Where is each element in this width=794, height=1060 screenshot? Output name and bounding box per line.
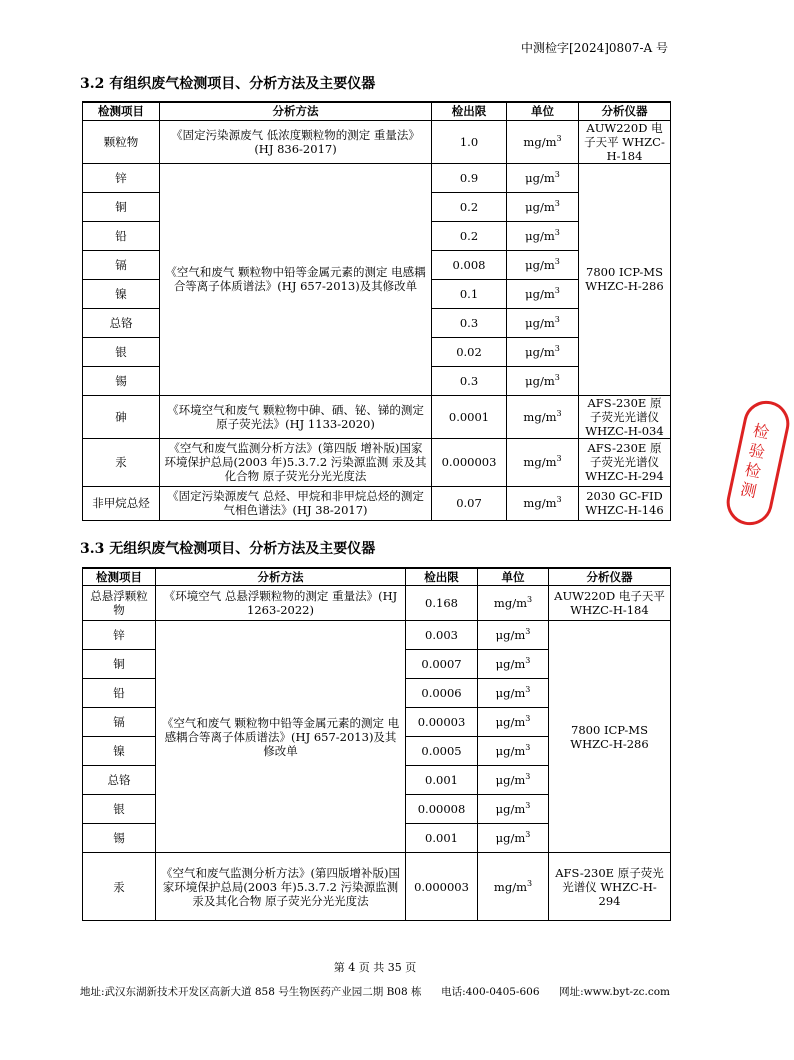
unorganized-exhaust-table [82,567,671,921]
column-header: 单位 [478,568,549,586]
item-cell: 总铬 [83,308,160,337]
item-cell: 汞 [83,438,160,486]
unit-cell [478,824,549,853]
method-cell: 《空气和废气监测分析方法》(第四版增补版)国家环境保护总局(2003 年)5.3.7.2 污染源监测 汞及其化合物 原子荧光分光光度法 [156,853,406,921]
instrument-cell: 2030 GC-FID WHZC-H-146 [579,486,671,520]
unit-superscript: 3 [525,714,531,724]
unit-cell [507,250,579,279]
table-row [83,395,671,438]
item-cell: 镍 [83,737,156,766]
report-number: 中测检字[2024]0807-A 号 [521,41,668,55]
column-header: 分析仪器 [549,568,671,586]
unit-text: mg/m [523,134,557,149]
unit-superscript: 3 [556,408,562,418]
unit-cell [507,163,579,192]
unit-cell [507,438,579,486]
item-cell: 总悬浮颗粒物 [83,586,156,621]
unit-text: mg/m [523,409,557,424]
table-row [83,586,671,621]
unit-cell [478,737,549,766]
item-cell: 非甲烷总烃 [83,486,160,520]
instrument-cell: AFS-230E 原子荧光光谱仪 WHZC-H-034 [579,395,671,438]
unit-cell [507,221,579,250]
method-cell: 《空气和废气 颗粒物中铅等金属元素的测定 电感耦合等离子体质谱法》(HJ 657-2013)及其修改单 [156,621,406,853]
detection-limit-cell: 0.000003 [406,853,478,921]
detection-limit-cell: 0.2 [432,221,507,250]
column-header: 检测项目 [83,568,156,586]
unit-text: μg/m [495,657,526,671]
seal-text: 检验检测 [735,420,772,504]
section-title-organized: 3.2 有组织废气检测项目、分析方法及主要仪器 [80,76,376,92]
unit-text: μg/m [525,257,555,272]
unit-cell [478,853,549,921]
method-cell: 《空气和废气监测分析方法》(第四版 增补版)国家环境保护总局(2003 年)5.3.7.2 污染源监测 汞及其化合物 原子荧光分光光度法 [160,438,432,486]
unit-superscript: 3 [556,454,562,464]
detection-limit-cell: 0.001 [406,824,478,853]
item-cell: 铅 [83,679,156,708]
column-header: 分析方法 [160,102,432,120]
table-row [83,853,671,921]
item-cell: 镉 [83,250,160,279]
item-cell: 锡 [83,366,160,395]
instrument-cell: AFS-230E 原子荧光光谱仪 WHZC-H-294 [579,438,671,486]
detection-limit-cell: 0.0005 [406,737,478,766]
table-row [83,486,671,520]
unit-text: μg/m [495,831,526,845]
table-header-row [83,102,671,120]
unit-superscript: 3 [554,198,560,208]
detection-limit-cell: 0.003 [406,621,478,650]
detection-limit-cell: 1.0 [432,120,507,163]
footer-website: 网址:www.byt-zc.com [559,986,670,998]
column-header: 检出限 [432,102,507,120]
unit-cell [507,120,579,163]
unit-text: mg/m [493,879,527,894]
item-cell: 锌 [83,621,156,650]
footer-phone: 电话:400-0405-606 [441,986,540,998]
detection-limit-cell: 0.3 [432,308,507,337]
unit-superscript: 3 [526,878,533,888]
detection-limit-cell: 0.3 [432,366,507,395]
unit-cell [507,486,579,520]
unit-text: μg/m [525,170,555,185]
table-row [83,120,671,163]
instrument-cell: AUW220D 电子天平 WHZC-H-184 [579,120,671,163]
item-cell: 镍 [83,279,160,308]
item-cell: 铜 [83,192,160,221]
unit-cell [507,279,579,308]
unit-cell [507,308,579,337]
unit-superscript: 3 [554,256,560,266]
unit-cell [478,679,549,708]
detection-limit-cell: 0.0001 [432,395,507,438]
table-row [83,163,671,192]
item-cell: 锡 [83,824,156,853]
detection-limit-cell: 0.00003 [406,708,478,737]
unit-superscript: 3 [525,656,531,666]
unit-text: mg/m [493,596,527,610]
item-cell: 铜 [83,650,156,679]
unit-superscript: 3 [554,314,560,324]
unit-text: μg/m [495,628,526,642]
item-cell: 砷 [83,395,160,438]
unit-superscript: 3 [525,801,531,811]
instrument-cell: AFS-230E 原子荧光光谱仪 WHZC-H-294 [549,853,671,921]
unit-text: μg/m [525,373,555,388]
detection-limit-cell: 0.1 [432,279,507,308]
unit-text: μg/m [525,344,555,359]
method-cell: 《固定污染源废气 低浓度颗粒物的测定 重量法》(HJ 836-2017) [160,120,432,163]
table-header-row [83,568,671,586]
detection-limit-cell: 0.07 [432,486,507,520]
unit-cell [507,192,579,221]
unit-superscript: 3 [525,685,531,695]
unit-text: μg/m [495,744,526,758]
item-cell: 总铬 [83,766,156,795]
unit-cell [507,337,579,366]
table-row [83,621,671,650]
instrument-cell: 7800 ICP-MS WHZC-H-286 [549,621,671,853]
unit-cell [478,708,549,737]
unit-cell [507,395,579,438]
instrument-cell: 7800 ICP-MS WHZC-H-286 [579,163,671,395]
item-cell: 银 [83,337,160,366]
detection-limit-cell: 0.2 [432,192,507,221]
page-number: 第 4 页 共 35 页 [333,961,417,974]
unit-superscript: 3 [554,372,560,382]
section-title-unorganized: 3.3 无组织废气检测项目、分析方法及主要仪器 [80,541,376,557]
unit-text: μg/m [525,199,555,214]
unit-superscript: 3 [525,772,531,782]
unit-text: μg/m [495,715,526,729]
method-cell: 《环境空气和废气 颗粒物中砷、硒、铋、锑的测定 原子荧光法》(HJ 1133-2020) [160,395,432,438]
unit-superscript: 3 [554,169,560,179]
column-header: 检测项目 [83,102,160,120]
detection-limit-cell: 0.0007 [406,650,478,679]
item-cell: 颗粒物 [83,120,160,163]
unit-superscript: 3 [525,627,531,637]
unit-cell [478,650,549,679]
unit-superscript: 3 [525,743,531,753]
instrument-cell: AUW220D 电子天平 WHZC-H-184 [549,586,671,621]
column-header: 检出限 [406,568,478,586]
unit-text: μg/m [525,228,555,243]
unit-superscript: 3 [556,495,562,505]
detection-limit-cell: 0.000003 [432,438,507,486]
unit-cell [507,366,579,395]
footer [80,984,670,999]
organized-exhaust-table [82,101,671,521]
unit-superscript: 3 [526,595,533,605]
item-cell: 铅 [83,221,160,250]
unit-superscript: 3 [554,343,560,353]
seal-stamp [722,397,793,530]
method-cell: 《环境空气 总悬浮颗粒物的测定 重量法》(HJ 1263-2022) [156,586,406,621]
unit-text: μg/m [495,773,526,787]
column-header: 分析方法 [156,568,406,586]
method-cell: 《固定污染源废气 总烃、甲烷和非甲烷总烃的测定 气相色谱法》(HJ 38-2017) [160,486,432,520]
unit-superscript: 3 [554,285,560,295]
detection-limit-cell: 0.02 [432,337,507,366]
detection-limit-cell: 0.0006 [406,679,478,708]
unit-cell [478,586,549,621]
unit-text: mg/m [523,496,557,510]
column-header: 单位 [507,102,579,120]
unit-text: μg/m [525,315,555,330]
unit-text: mg/m [523,455,557,469]
detection-limit-cell: 0.9 [432,163,507,192]
detection-limit-cell: 0.008 [432,250,507,279]
item-cell: 银 [83,795,156,824]
item-cell: 汞 [83,853,156,921]
footer-address: 地址:武汉东湖新技术开发区高新大道 858 号生物医药产业园二期 B08 栋 [80,986,422,998]
method-cell: 《空气和废气 颗粒物中铅等金属元素的测定 电感耦合等离子体质谱法》(HJ 657-2013)及其修改单 [160,163,432,395]
item-cell: 镉 [83,708,156,737]
unit-cell [478,621,549,650]
unit-superscript: 3 [554,227,560,237]
detection-limit-cell: 0.168 [406,586,478,621]
unit-text: μg/m [495,686,526,700]
unit-text: μg/m [495,802,526,816]
unit-cell [478,766,549,795]
unit-superscript: 3 [525,830,531,840]
unit-cell [478,795,549,824]
column-header: 分析仪器 [579,102,671,120]
detection-limit-cell: 0.001 [406,766,478,795]
item-cell: 锌 [83,163,160,192]
detection-limit-cell: 0.00008 [406,795,478,824]
unit-text: μg/m [525,286,555,301]
table-row [83,438,671,486]
unit-superscript: 3 [556,133,562,143]
